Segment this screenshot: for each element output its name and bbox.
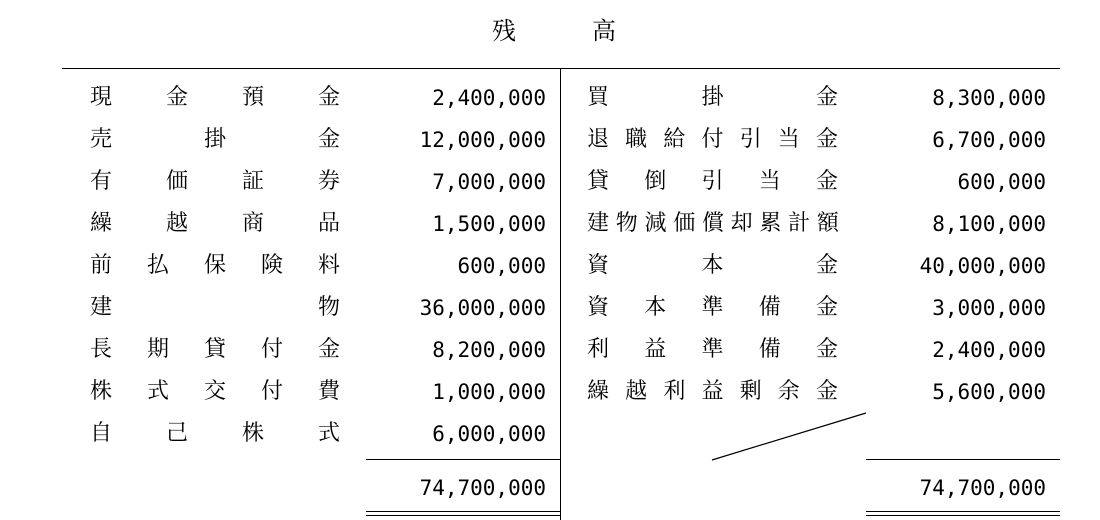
debit-account-name: 有 価 証 券 bbox=[90, 169, 340, 194]
credit-total: 74,700,000 bbox=[919, 476, 1046, 500]
credit-double-rule-1 bbox=[866, 511, 1060, 512]
credit-account-name: 建 物 減 価 償 却 累 計 額 bbox=[587, 211, 838, 236]
debit-amount: 1,500,000 bbox=[432, 212, 546, 236]
credit-account-name: 退 職 給 付 引 当 金 bbox=[587, 127, 838, 152]
debit-double-rule-1 bbox=[366, 511, 560, 512]
debit-amount: 2,400,000 bbox=[432, 86, 546, 110]
credit-account-name: 資 本 金 bbox=[587, 253, 838, 278]
debit-account-name: 売 掛 金 bbox=[90, 127, 340, 152]
credit-amount: 40,000,000 bbox=[919, 254, 1046, 278]
debit-account-name: 自 己 株 式 bbox=[90, 421, 340, 446]
debit-account-name: 建 物 bbox=[90, 295, 340, 320]
debit-total: 74,700,000 bbox=[419, 476, 546, 500]
debit-account-name: 長 期 貸 付 金 bbox=[90, 337, 340, 362]
credit-account-name: 買 掛 金 bbox=[587, 85, 838, 110]
debit-amount: 36,000,000 bbox=[419, 296, 546, 320]
credit-account-name: 資 本 準 備 金 bbox=[587, 295, 838, 320]
debit-amount: 7,000,000 bbox=[432, 170, 546, 194]
debit-total-rule bbox=[366, 459, 560, 460]
credit-total-rule bbox=[866, 459, 1060, 460]
debit-amount: 1,000,000 bbox=[432, 380, 546, 404]
debit-account-name: 現 金 預 金 bbox=[90, 85, 340, 110]
title-char-right: 高 bbox=[592, 17, 616, 45]
debit-amount: 6,000,000 bbox=[432, 422, 546, 446]
credit-account-name: 利 益 準 備 金 bbox=[587, 337, 838, 362]
credit-amount: 5,600,000 bbox=[932, 380, 1046, 404]
credit-amount: 8,300,000 bbox=[932, 86, 1046, 110]
credit-amount: 6,700,000 bbox=[932, 128, 1046, 152]
debit-account-name: 繰 越 商 品 bbox=[90, 211, 340, 236]
credit-amount: 8,100,000 bbox=[932, 212, 1046, 236]
totals-row bbox=[0, 467, 1100, 509]
credit-account-name: 繰 越 利 益 剰 余 金 bbox=[587, 379, 838, 404]
debit-amount: 12,000,000 bbox=[419, 128, 546, 152]
credit-amount: 2,400,000 bbox=[932, 338, 1046, 362]
debit-double-rule-2 bbox=[366, 515, 560, 516]
title-char-left: 残 bbox=[492, 17, 516, 45]
credit-account-name: 貸 倒 引 当 金 bbox=[587, 169, 838, 194]
debit-account-name: 株 式 交 付 費 bbox=[90, 379, 340, 404]
credit-amount: 600,000 bbox=[957, 170, 1046, 194]
credit-amount: 3,000,000 bbox=[932, 296, 1046, 320]
debit-account-name: 前 払 保 険 料 bbox=[90, 253, 340, 278]
debit-amount: 600,000 bbox=[457, 254, 546, 278]
debit-amount: 8,200,000 bbox=[432, 338, 546, 362]
credit-double-rule-2 bbox=[866, 515, 1060, 516]
